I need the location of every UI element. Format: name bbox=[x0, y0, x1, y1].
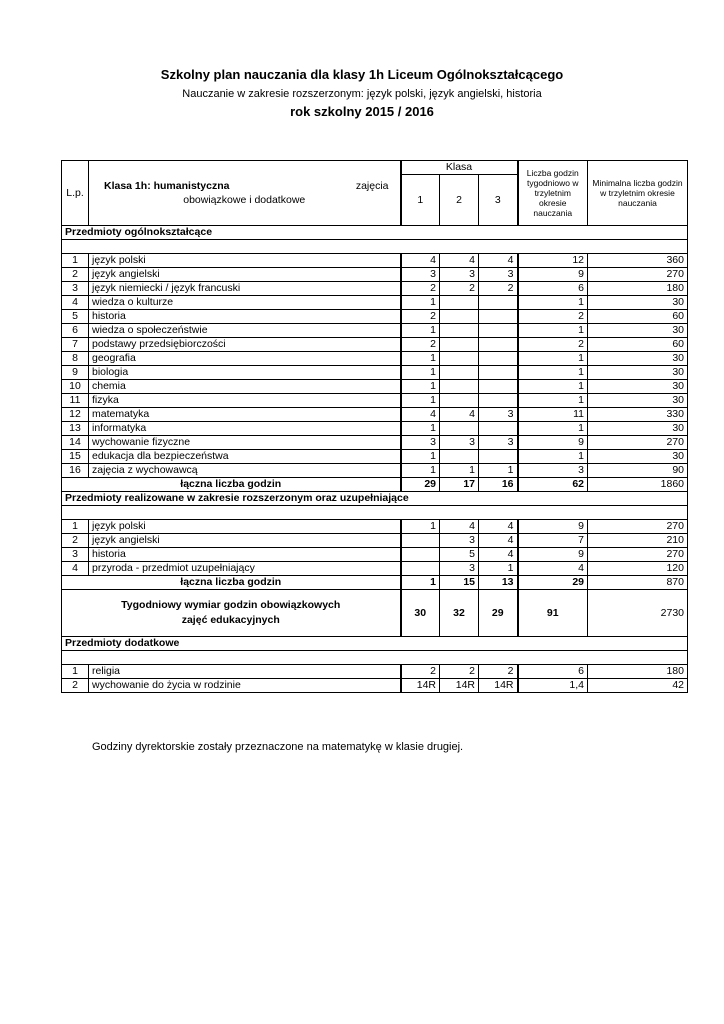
total-k2: 15 bbox=[440, 576, 479, 590]
weekly-row bbox=[62, 590, 688, 637]
row-min: 210 bbox=[588, 534, 688, 548]
total-row bbox=[62, 478, 688, 492]
minimalna-header: Minimalna liczba godzin w trzyletnim okresie nauczania bbox=[588, 161, 688, 226]
row-subject: edukacja dla bezpieczeństwa bbox=[89, 450, 401, 464]
row-k1: 2 bbox=[401, 282, 440, 296]
row-k2 bbox=[440, 394, 479, 408]
row-min: 270 bbox=[588, 520, 688, 534]
curriculum-table bbox=[61, 160, 688, 693]
obowiazkowe-label: obowiązkowe i dodatkowe bbox=[183, 194, 306, 206]
spacer-cell bbox=[62, 651, 688, 665]
total-label: łączna liczba godzin bbox=[62, 478, 401, 492]
row-k2: 4 bbox=[440, 520, 479, 534]
row-k1: 1 bbox=[401, 394, 440, 408]
row-sum: 1,4 bbox=[518, 679, 588, 693]
row-min: 30 bbox=[588, 450, 688, 464]
table-row bbox=[62, 679, 688, 693]
table-row bbox=[62, 282, 688, 296]
row-sum: 6 bbox=[518, 282, 588, 296]
total-k2: 17 bbox=[440, 478, 479, 492]
school-year: rok szkolny 2015 / 2016 bbox=[290, 104, 434, 119]
class-header bbox=[89, 161, 401, 226]
row-k3 bbox=[479, 352, 518, 366]
row-sum: 1 bbox=[518, 380, 588, 394]
row-k3: 1 bbox=[479, 562, 518, 576]
row-subject: chemia bbox=[89, 380, 401, 394]
spacer-row bbox=[62, 506, 688, 520]
row-k2 bbox=[440, 352, 479, 366]
total-min: 870 bbox=[588, 576, 688, 590]
row-k1 bbox=[401, 562, 440, 576]
row-sum: 2 bbox=[518, 310, 588, 324]
row-sum: 12 bbox=[518, 254, 588, 268]
table-row bbox=[62, 380, 688, 394]
spacer-row bbox=[62, 651, 688, 665]
row-k3: 2 bbox=[479, 282, 518, 296]
table-row bbox=[62, 450, 688, 464]
row-k1 bbox=[401, 534, 440, 548]
page-title: Szkolny plan nauczania dla klasy 1h Liceum Ogólnokształcącego bbox=[160, 67, 564, 82]
weekly-min: 2730 bbox=[588, 590, 688, 637]
row-sum: 11 bbox=[518, 408, 588, 422]
row-lp: 1 bbox=[62, 665, 89, 679]
row-min: 90 bbox=[588, 464, 688, 478]
row-subject: wiedza o kulturze bbox=[89, 296, 401, 310]
row-k1: 1 bbox=[401, 296, 440, 310]
spacer-cell bbox=[62, 506, 688, 520]
row-k2 bbox=[440, 310, 479, 324]
row-lp: 3 bbox=[62, 548, 89, 562]
row-sum: 9 bbox=[518, 520, 588, 534]
row-k1: 1 bbox=[401, 324, 440, 338]
row-k3: 4 bbox=[479, 534, 518, 548]
row-lp: 4 bbox=[62, 562, 89, 576]
liczba-header: Liczba godzin tygodniowo w trzyletnim okresie nauczania bbox=[518, 161, 588, 226]
section-extended bbox=[62, 492, 688, 506]
row-k1: 1 bbox=[401, 520, 440, 534]
page-subtitle: Nauczanie w zakresie rozszerzonym: język polski, język angielski, historia bbox=[182, 88, 542, 100]
table-row bbox=[62, 310, 688, 324]
row-k1: 1 bbox=[401, 450, 440, 464]
row-subject: informatyka bbox=[89, 422, 401, 436]
row-min: 30 bbox=[588, 296, 688, 310]
row-k3: 2 bbox=[479, 665, 518, 679]
table-row bbox=[62, 548, 688, 562]
row-min: 180 bbox=[588, 665, 688, 679]
row-subject: geografia bbox=[89, 352, 401, 366]
table-row bbox=[62, 408, 688, 422]
row-sum: 9 bbox=[518, 548, 588, 562]
row-lp: 1 bbox=[62, 520, 89, 534]
k1-header: 1 bbox=[401, 175, 440, 226]
row-lp: 15 bbox=[62, 450, 89, 464]
row-lp: 10 bbox=[62, 380, 89, 394]
row-k1: 1 bbox=[401, 380, 440, 394]
row-k2 bbox=[440, 338, 479, 352]
class-name: Klasa 1h: humanistyczna bbox=[104, 180, 230, 192]
row-sum: 9 bbox=[518, 268, 588, 282]
section-additional bbox=[62, 637, 688, 651]
row-k2: 4 bbox=[440, 254, 479, 268]
row-k1: 1 bbox=[401, 366, 440, 380]
row-subject: zajęcia z wychowawcą bbox=[89, 464, 401, 478]
row-k1 bbox=[401, 548, 440, 562]
row-min: 30 bbox=[588, 422, 688, 436]
row-min: 42 bbox=[588, 679, 688, 693]
row-k1: 2 bbox=[401, 665, 440, 679]
row-subject: język polski bbox=[89, 254, 401, 268]
row-k2 bbox=[440, 422, 479, 436]
table-row bbox=[62, 254, 688, 268]
total-sum: 62 bbox=[518, 478, 588, 492]
row-subject: historia bbox=[89, 310, 401, 324]
row-k1: 2 bbox=[401, 310, 440, 324]
spacer-row bbox=[62, 240, 688, 254]
row-k3 bbox=[479, 422, 518, 436]
row-sum: 3 bbox=[518, 464, 588, 478]
row-lp: 2 bbox=[62, 679, 89, 693]
row-subject: język angielski bbox=[89, 534, 401, 548]
row-min: 270 bbox=[588, 268, 688, 282]
row-subject: przyroda - przedmiot uzupełniający bbox=[89, 562, 401, 576]
lp-header: L.p. bbox=[62, 161, 89, 226]
row-lp: 11 bbox=[62, 394, 89, 408]
table-row bbox=[62, 366, 688, 380]
row-min: 30 bbox=[588, 324, 688, 338]
row-min: 30 bbox=[588, 394, 688, 408]
spacer-cell bbox=[62, 240, 688, 254]
weekly-k3: 29 bbox=[479, 590, 518, 637]
table-row bbox=[62, 268, 688, 282]
row-k2 bbox=[440, 324, 479, 338]
row-min: 180 bbox=[588, 282, 688, 296]
table-row bbox=[62, 464, 688, 478]
row-subject: wychowanie do życia w rodzinie bbox=[89, 679, 401, 693]
row-lp: 13 bbox=[62, 422, 89, 436]
table-row bbox=[62, 324, 688, 338]
row-sum: 6 bbox=[518, 665, 588, 679]
row-min: 30 bbox=[588, 366, 688, 380]
row-k3: 14R bbox=[479, 679, 518, 693]
row-k3: 3 bbox=[479, 408, 518, 422]
row-k2: 14R bbox=[440, 679, 479, 693]
row-k3: 4 bbox=[479, 254, 518, 268]
row-min: 270 bbox=[588, 548, 688, 562]
row-min: 360 bbox=[588, 254, 688, 268]
section-extended-label: Przedmioty realizowane w zakresie rozszerzonym oraz uzupełniające bbox=[62, 492, 688, 506]
row-subject: wychowanie fizyczne bbox=[89, 436, 401, 450]
row-k2: 4 bbox=[440, 408, 479, 422]
row-subject: fizyka bbox=[89, 394, 401, 408]
row-subject: religia bbox=[89, 665, 401, 679]
table-row bbox=[62, 562, 688, 576]
row-lp: 1 bbox=[62, 254, 89, 268]
table-row bbox=[62, 436, 688, 450]
total-min: 1860 bbox=[588, 478, 688, 492]
row-lp: 7 bbox=[62, 338, 89, 352]
row-k3 bbox=[479, 338, 518, 352]
row-k3: 4 bbox=[479, 520, 518, 534]
weekly-label-1: Tygodniowy wymiar godzin obowiązkowych bbox=[121, 599, 341, 611]
row-k2: 3 bbox=[440, 562, 479, 576]
total-k3: 16 bbox=[479, 478, 518, 492]
row-k2: 5 bbox=[440, 548, 479, 562]
row-k3 bbox=[479, 296, 518, 310]
row-sum: 1 bbox=[518, 422, 588, 436]
row-k1: 4 bbox=[401, 254, 440, 268]
footnote: Godziny dyrektorskie zostały przeznaczone na matematykę w klasie drugiej. bbox=[92, 741, 464, 753]
total-label: łączna liczba godzin bbox=[62, 576, 401, 590]
row-k1: 3 bbox=[401, 436, 440, 450]
row-k1: 3 bbox=[401, 268, 440, 282]
row-k2: 2 bbox=[440, 665, 479, 679]
section-general bbox=[62, 226, 688, 240]
row-k2 bbox=[440, 296, 479, 310]
row-min: 60 bbox=[588, 310, 688, 324]
row-k3 bbox=[479, 366, 518, 380]
row-lp: 6 bbox=[62, 324, 89, 338]
row-k3 bbox=[479, 324, 518, 338]
row-k2 bbox=[440, 380, 479, 394]
weekly-sum: 91 bbox=[518, 590, 588, 637]
total-k1: 29 bbox=[401, 478, 440, 492]
table-row bbox=[62, 338, 688, 352]
table-row bbox=[62, 520, 688, 534]
weekly-label-2: zajęć edukacyjnych bbox=[181, 614, 280, 626]
row-subject: język niemiecki / język francuski bbox=[89, 282, 401, 296]
row-subject: wiedza o społeczeństwie bbox=[89, 324, 401, 338]
row-sum: 7 bbox=[518, 534, 588, 548]
row-k2: 3 bbox=[440, 436, 479, 450]
row-sum: 1 bbox=[518, 352, 588, 366]
row-k3: 4 bbox=[479, 548, 518, 562]
row-k1: 14R bbox=[401, 679, 440, 693]
row-sum: 2 bbox=[518, 338, 588, 352]
row-k2 bbox=[440, 450, 479, 464]
row-subject: język angielski bbox=[89, 268, 401, 282]
row-lp: 9 bbox=[62, 366, 89, 380]
row-lp: 16 bbox=[62, 464, 89, 478]
row-lp: 2 bbox=[62, 534, 89, 548]
klasa-header: Klasa bbox=[401, 161, 518, 175]
weekly-k2: 32 bbox=[440, 590, 479, 637]
row-subject: język polski bbox=[89, 520, 401, 534]
row-k2: 2 bbox=[440, 282, 479, 296]
table-row bbox=[62, 352, 688, 366]
weekly-label bbox=[62, 590, 401, 637]
row-k1: 1 bbox=[401, 464, 440, 478]
row-min: 270 bbox=[588, 436, 688, 450]
total-sum: 29 bbox=[518, 576, 588, 590]
k2-header: 2 bbox=[440, 175, 479, 226]
row-k3: 1 bbox=[479, 464, 518, 478]
row-k2 bbox=[440, 366, 479, 380]
table-row bbox=[62, 394, 688, 408]
row-sum: 1 bbox=[518, 450, 588, 464]
row-sum: 9 bbox=[518, 436, 588, 450]
row-k1: 1 bbox=[401, 352, 440, 366]
row-subject: biologia bbox=[89, 366, 401, 380]
weekly-k1: 30 bbox=[401, 590, 440, 637]
row-k1: 4 bbox=[401, 408, 440, 422]
row-lp: 12 bbox=[62, 408, 89, 422]
table-row bbox=[62, 296, 688, 310]
row-k3 bbox=[479, 450, 518, 464]
row-sum: 1 bbox=[518, 296, 588, 310]
row-k1: 2 bbox=[401, 338, 440, 352]
total-k3: 13 bbox=[479, 576, 518, 590]
table-row bbox=[62, 665, 688, 679]
row-lp: 5 bbox=[62, 310, 89, 324]
k3-header: 3 bbox=[479, 175, 518, 226]
row-k3 bbox=[479, 394, 518, 408]
row-min: 30 bbox=[588, 380, 688, 394]
total-k1: 1 bbox=[401, 576, 440, 590]
table-row bbox=[62, 534, 688, 548]
row-sum: 4 bbox=[518, 562, 588, 576]
row-lp: 2 bbox=[62, 268, 89, 282]
total-row bbox=[62, 576, 688, 590]
row-subject: historia bbox=[89, 548, 401, 562]
row-k2: 1 bbox=[440, 464, 479, 478]
row-subject: matematyka bbox=[89, 408, 401, 422]
header-row bbox=[62, 161, 688, 175]
row-min: 30 bbox=[588, 352, 688, 366]
row-sum: 1 bbox=[518, 324, 588, 338]
row-k2: 3 bbox=[440, 268, 479, 282]
row-k3: 3 bbox=[479, 436, 518, 450]
row-sum: 1 bbox=[518, 366, 588, 380]
table-row bbox=[62, 422, 688, 436]
row-lp: 4 bbox=[62, 296, 89, 310]
row-min: 60 bbox=[588, 338, 688, 352]
section-additional-label: Przedmioty dodatkowe bbox=[62, 637, 688, 651]
row-lp: 8 bbox=[62, 352, 89, 366]
row-lp: 3 bbox=[62, 282, 89, 296]
row-k3: 3 bbox=[479, 268, 518, 282]
row-k2: 3 bbox=[440, 534, 479, 548]
row-k3 bbox=[479, 380, 518, 394]
row-sum: 1 bbox=[518, 394, 588, 408]
row-subject: podstawy przedsiębiorczości bbox=[89, 338, 401, 352]
section-general-label: Przedmioty ogólnokształcące bbox=[62, 226, 688, 240]
row-min: 120 bbox=[588, 562, 688, 576]
zajecia-label: zajęcia bbox=[355, 180, 389, 192]
row-lp: 14 bbox=[62, 436, 89, 450]
row-min: 330 bbox=[588, 408, 688, 422]
row-k1: 1 bbox=[401, 422, 440, 436]
row-k3 bbox=[479, 310, 518, 324]
